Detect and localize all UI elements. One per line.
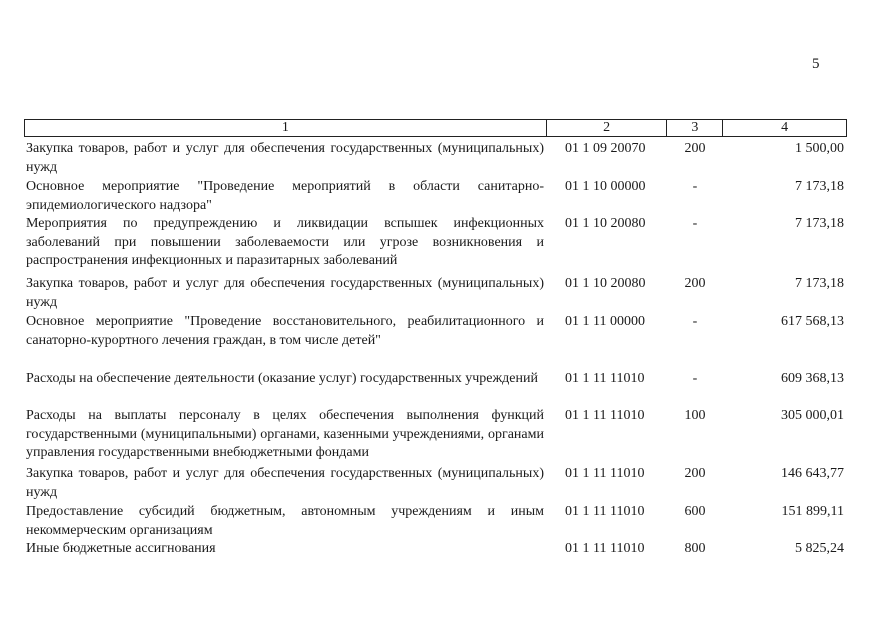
row-amount: 146 643,77 xyxy=(781,466,844,481)
row-description: Расходы на выплаты персоналу в целях обеспечения выполнения функций государственными (муниципальными) органами, казенными учреждениями, органами управления государственными внебюджетными фондами xyxy=(26,408,544,461)
header-col-3: 3 xyxy=(667,120,723,136)
row-description: Предоставление субсидий бюджетным, автономным учреждениям и иным некоммерческим организациям xyxy=(26,504,544,538)
row-description: Закупка товаров, работ и услуг для обеспечения государственных (муниципальных) нужд xyxy=(26,141,544,175)
row-description: Мероприятия по предупреждению и ликвидации вспышек инфекционных заболеваний при повышении заболеваемости или угрозе возникновения и распространения инфекционных и паразитарных заболеваний xyxy=(26,216,544,269)
row-code: 01 1 11 11010 xyxy=(565,541,645,556)
row-amount: 305 000,01 xyxy=(781,408,844,423)
row-type: 200 xyxy=(684,276,706,291)
header-col-1: 1 xyxy=(25,120,547,136)
row-code: 01 1 11 11010 xyxy=(565,371,645,386)
row-amount: 7 173,18 xyxy=(795,179,844,194)
row-code: 01 1 11 11010 xyxy=(565,408,645,423)
row-type: - xyxy=(692,179,698,194)
row-description: Иные бюджетные ассигнования xyxy=(26,541,216,556)
row-amount: 151 899,11 xyxy=(781,504,844,519)
row-type: - xyxy=(692,314,698,329)
row-amount: 609 368,13 xyxy=(781,371,844,386)
row-code: 01 1 11 11010 xyxy=(565,504,645,519)
row-type: - xyxy=(692,216,698,231)
row-type: 100 xyxy=(684,408,706,423)
row-amount: 5 825,24 xyxy=(795,541,844,556)
row-code: 01 1 11 11010 xyxy=(565,466,645,481)
row-type: 600 xyxy=(684,504,706,519)
header-col-2: 2 xyxy=(547,120,668,136)
row-description: Закупка товаров, работ и услуг для обеспечения государственных (муниципальных) нужд xyxy=(26,276,544,310)
row-code: 01 1 10 00000 xyxy=(565,179,646,194)
header-col-4: 4 xyxy=(781,120,789,135)
row-code: 01 1 10 20080 xyxy=(565,216,646,231)
row-description: Основное мероприятие "Проведение восстановительного, реабилитационного и санаторно-курортного лечения граждан, в том числе детей" xyxy=(26,314,544,348)
row-description: Основное мероприятие "Проведение мероприятий в области санитарно-эпидемиологического надзора" xyxy=(26,179,544,213)
table-header xyxy=(24,119,847,137)
row-amount: 7 173,18 xyxy=(795,216,844,231)
row-description: Закупка товаров, работ и услуг для обеспечения государственных (муниципальных) нужд xyxy=(26,466,544,500)
row-code: 01 1 10 20080 xyxy=(565,276,646,291)
row-description: Расходы на обеспечение деятельности (оказание услуг) государственных учреждений xyxy=(26,371,538,386)
row-amount: 7 173,18 xyxy=(795,276,844,291)
row-code: 01 1 11 00000 xyxy=(565,314,645,329)
row-type: 200 xyxy=(684,141,706,156)
row-code: 01 1 09 20070 xyxy=(565,141,646,156)
page-number: 5 xyxy=(812,56,820,72)
row-amount: 1 500,00 xyxy=(795,141,844,156)
row-type: - xyxy=(692,371,698,386)
row-amount: 617 568,13 xyxy=(781,314,844,329)
row-type: 200 xyxy=(684,466,706,481)
row-type: 800 xyxy=(684,541,706,556)
